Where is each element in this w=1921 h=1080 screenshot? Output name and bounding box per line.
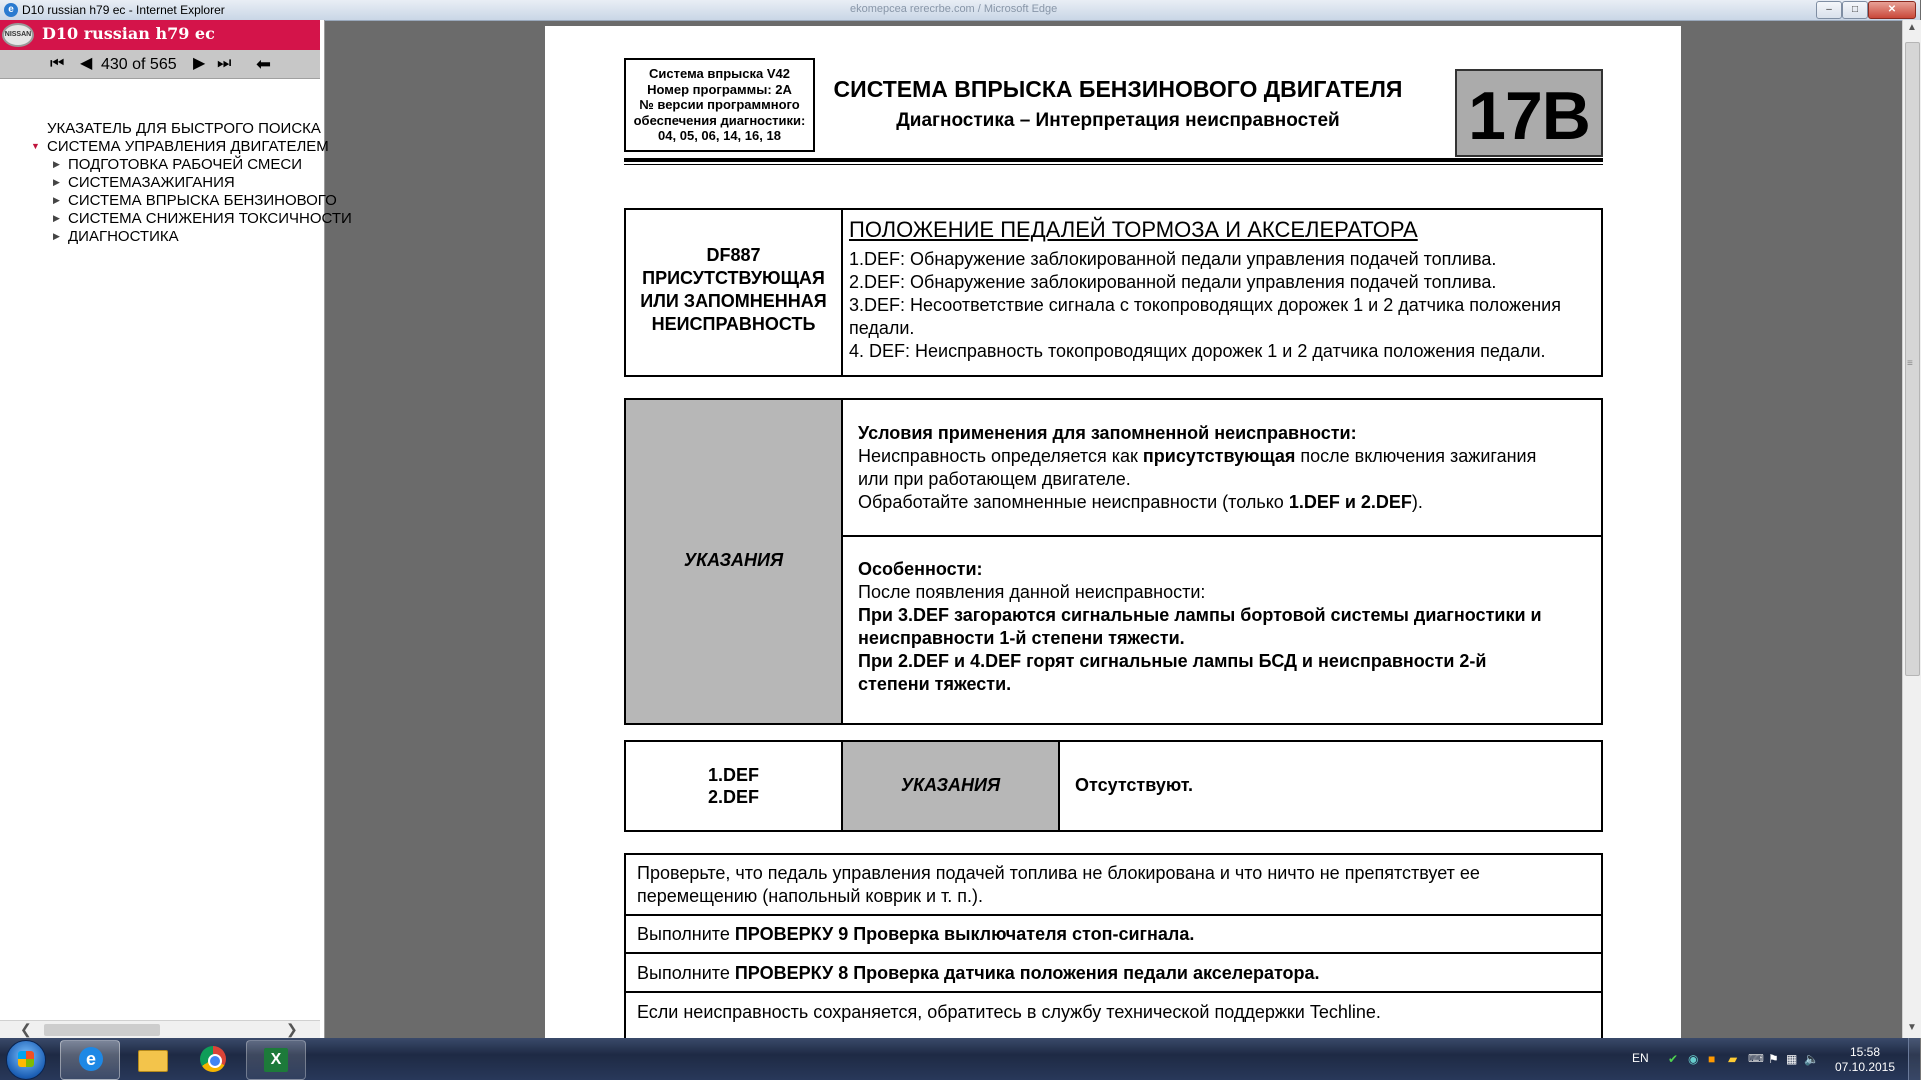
table-divider: [841, 535, 1603, 537]
page-indicator: 430 of 565: [101, 56, 177, 73]
page-subtitle: Диагностика – Интерпретация неисправностей: [896, 110, 1340, 131]
table-divider: [624, 952, 1603, 954]
fault-def-line: 4. DEF: Неисправность токопроводящих дорожек 1 и 2 датчика положения педали.: [849, 341, 1546, 361]
section-number: 17B: [1468, 78, 1590, 154]
system-info-line: Номер программы: 2A: [647, 81, 792, 97]
def12-label: УКАЗАНИЯ: [900, 775, 1001, 795]
previous-page-icon[interactable]: ◀: [80, 55, 93, 72]
clock-time: 15:58: [1849, 1045, 1881, 1059]
fault-def-line: 3.DEF: Несоответствие сигнала с токопроводящих дорожек 1 и 2 датчика положения: [849, 295, 1561, 315]
internet-explorer-icon[interactable]: [60, 1040, 120, 1080]
ie-logo-icon: e: [79, 1047, 103, 1071]
chrome-icon[interactable]: [184, 1040, 242, 1078]
fault-code: DF887: [706, 245, 761, 265]
close-button[interactable]: ✕: [1868, 1, 1916, 19]
fault-status: НЕИСПРАВНОСТЬ: [651, 314, 816, 334]
def12-value: Отсутствуют.: [1075, 775, 1194, 795]
table-divider: [841, 398, 843, 725]
language-indicator[interactable]: EN: [1632, 1051, 1649, 1065]
features-line: неисправности 1-й степени тяжести.: [858, 628, 1185, 648]
folder-icon: [138, 1050, 168, 1072]
collapsed-arrow-icon[interactable]: ▶: [53, 231, 60, 241]
fault-status: ИЛИ ЗАПОМНЕННАЯ: [640, 291, 827, 311]
step-text: Выполните ПРОВЕРКУ 8 Проверка датчика положения педали акселератора.: [637, 963, 1320, 983]
conditions-line: Обработайте запомненные неисправности (только 1.DEF и 2.DEF).: [858, 492, 1423, 512]
toc-item-petrol-injection[interactable]: СИСТЕМА ВПРЫСКА БЕНЗИНОВОГО: [68, 192, 337, 209]
section-number-box: [1455, 69, 1603, 157]
collapsed-arrow-icon[interactable]: ▶: [53, 177, 60, 187]
system-info-box: [624, 58, 815, 152]
clock[interactable]: [1830, 1045, 1900, 1075]
window-title-bar: [0, 0, 1920, 21]
table-divider: [1058, 740, 1060, 832]
features-line: При 2.DEF и 4.DEF горят сигнальные лампы БСД и неисправности 2-й: [858, 651, 1487, 671]
fault-def-line: педали.: [849, 318, 915, 338]
fault-status: ПРИСУТСТВУЮЩАЯ: [642, 268, 825, 288]
windows-logo-icon: [18, 1051, 34, 1067]
volume-icon[interactable]: 🔈: [1804, 1052, 1819, 1066]
features-heading: Особенности:: [858, 559, 983, 579]
horizontal-scrollbar[interactable]: [0, 1020, 320, 1039]
header-divider: [624, 164, 1603, 165]
system-info-line: № версии программного: [639, 97, 800, 112]
system-info-line: 04, 05, 06, 14, 16, 18: [658, 128, 781, 143]
def-code: 2.DEF: [707, 787, 759, 807]
toc-item-ignition-system[interactable]: СИСТЕМАЗАЖИГАНИЯ: [68, 174, 235, 191]
tray-app-icon[interactable]: ■: [1708, 1052, 1716, 1066]
toc-item-emission-reduction[interactable]: СИСТЕМА СНИЖЕНИЯ ТОКСИЧНОСТИ: [68, 210, 352, 227]
system-info-line: Система впрыска V42: [649, 66, 790, 81]
clock-date: 07.10.2015: [1834, 1060, 1896, 1074]
back-arrow-icon[interactable]: ⬅: [256, 54, 272, 74]
last-page-icon[interactable]: ⏭: [217, 55, 232, 72]
step-text: Проверьте, что педаль управления подачей топлива не блокирована и что ничто не препятствует ее: [637, 863, 1480, 883]
system-info-line: обеспечения диагностики:: [633, 112, 806, 128]
table-divider: [624, 991, 1603, 993]
toc-item-quick-index[interactable]: УКАЗАТЕЛЬ ДЛЯ БЫСТРОГО ПОИСКА: [47, 120, 321, 137]
first-page-icon[interactable]: ⏮: [50, 55, 65, 72]
document-page: [545, 26, 1681, 1038]
scroll-right-icon[interactable]: ❯: [286, 1021, 298, 1037]
tray-eye-icon[interactable]: ◉: [1688, 1052, 1699, 1066]
window-center-title: ekomepcea rerecrbe.com / Microsoft Edge: [850, 3, 1058, 15]
page-navigator: [0, 50, 320, 79]
window-title: D10 russian h79 ec - Internet Explorer: [22, 3, 225, 17]
conditions-line: или при работающем двигателе.: [858, 469, 1131, 489]
document-title: D10 russian h79 ec: [42, 24, 215, 43]
header-divider: [624, 158, 1603, 162]
vertical-scrollbar[interactable]: [1902, 20, 1921, 1038]
page-title: СИСТЕМА ВПРЫСКА БЕНЗИНОВОГО ДВИГАТЕЛЯ: [833, 76, 1403, 102]
step-text: перемещению (напольный коврик и т. п.).: [637, 886, 984, 906]
scroll-down-icon[interactable]: ▼: [1907, 1022, 1917, 1033]
nissan-logo-icon: NISSAN: [2, 23, 34, 47]
minimize-button[interactable]: –: [1816, 1, 1842, 19]
def-code: 1.DEF: [707, 765, 759, 785]
fault-def-line: 2.DEF: Обнаружение заблокированной педали управления подачей топлива.: [849, 272, 1497, 292]
conditions-heading: Условия применения для запомненной неисправности:: [858, 423, 1357, 443]
table-divider: [624, 914, 1603, 916]
maximize-button[interactable]: □: [1842, 1, 1868, 19]
file-explorer-icon[interactable]: [122, 1040, 180, 1078]
scrollbar-grip-icon: ≡: [1907, 358, 1913, 369]
next-page-icon[interactable]: ▶: [193, 55, 206, 72]
notes-label: УКАЗАНИЯ: [683, 550, 784, 570]
def12-codes: [626, 764, 841, 808]
fault-code-cell: [626, 244, 841, 336]
chrome-center-icon: [208, 1054, 222, 1068]
navigation-panel: [0, 20, 352, 1038]
tray-keyboard-icon[interactable]: ⌨: [1748, 1053, 1764, 1065]
toc-item-engine-management[interactable]: СИСТЕМА УПРАВЛЕНИЯ ДВИГАТЕЛЕМ: [47, 138, 329, 155]
toc-item-mixture-preparation[interactable]: ПОДГОТОВКА РАБОЧЕЙ СМЕСИ: [68, 156, 303, 173]
scroll-up-icon[interactable]: ▲: [1907, 22, 1917, 33]
step-text: Выполните ПРОВЕРКУ 9 Проверка выключателя стоп-сигнала.: [637, 924, 1195, 944]
collapsed-arrow-icon[interactable]: ▶: [53, 159, 60, 169]
expanded-arrow-icon[interactable]: ▼: [31, 141, 40, 151]
tray-icons: [1660, 1052, 1819, 1066]
excel-icon[interactable]: [246, 1040, 306, 1080]
fault-heading: ПОЛОЖЕНИЕ ПЕДАЛЕЙ ТОРМОЗА И АКСЕЛЕРАТОРА: [849, 217, 1418, 242]
collapsed-arrow-icon[interactable]: ▶: [53, 195, 60, 205]
collapsed-arrow-icon[interactable]: ▶: [53, 213, 60, 223]
scroll-left-icon[interactable]: ❮: [20, 1021, 32, 1037]
features-line: При 3.DEF загораются сигнальные лампы бортовой системы диагностики и: [858, 605, 1542, 625]
step-text: Если неисправность сохраняется, обратитесь в службу технической поддержки Techline.: [637, 1002, 1381, 1022]
tray-folder-icon[interactable]: ▰: [1728, 1052, 1738, 1066]
network-icon[interactable]: ▦: [1786, 1052, 1798, 1066]
features-line: После появления данной неисправности:: [858, 582, 1206, 602]
scrollbar-thumb[interactable]: [44, 1024, 160, 1036]
conditions-line: Неисправность определяется как присутствующая после включения зажигания: [858, 446, 1537, 466]
features-line: степени тяжести.: [858, 674, 1012, 694]
action-center-flag-icon[interactable]: ⚑: [1768, 1052, 1779, 1066]
fault-def-line: 1.DEF: Обнаружение заблокированной педали управления подачей топлива.: [849, 249, 1497, 269]
toc-item-diagnostics[interactable]: ДИАГНОСТИКА: [68, 228, 179, 245]
start-orb[interactable]: [6, 1040, 46, 1080]
taskbar: [0, 1038, 1920, 1080]
show-desktop-button[interactable]: [1908, 1038, 1921, 1080]
table-divider: [841, 208, 843, 377]
internet-explorer-icon: e: [4, 3, 18, 17]
excel-logo-icon: X: [264, 1048, 288, 1072]
tray-check-icon[interactable]: ✔: [1668, 1052, 1679, 1066]
document-header: [0, 20, 320, 50]
